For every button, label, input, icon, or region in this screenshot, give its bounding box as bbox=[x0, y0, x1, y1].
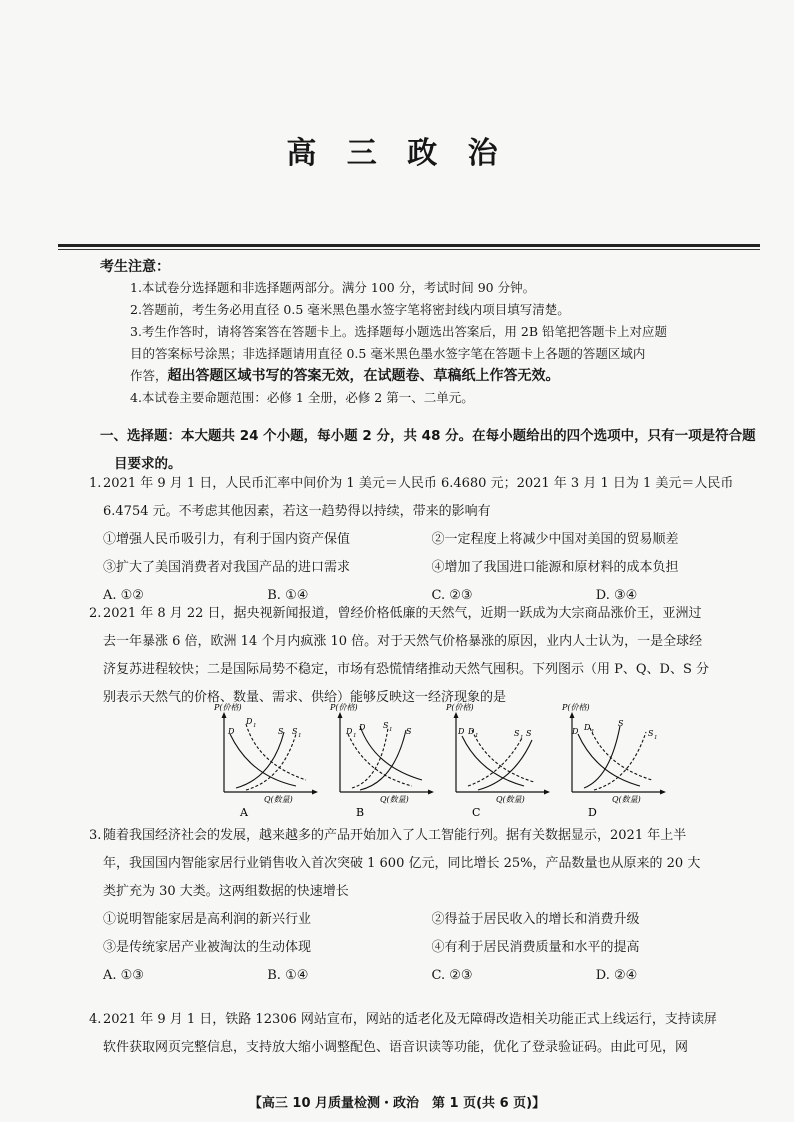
statement-grid bbox=[103, 906, 760, 962]
demand-shift-label: D bbox=[584, 723, 591, 732]
supply-label: S bbox=[406, 727, 412, 736]
demand-label: D bbox=[228, 727, 235, 736]
subscript: 1 bbox=[475, 733, 479, 739]
option-b: B. ①④ bbox=[267, 588, 309, 603]
question-number: 2. bbox=[89, 606, 102, 621]
subscript: 1 bbox=[353, 733, 357, 739]
notice-item: 2.答题前，考生务必用直径 0.5 毫米黑色墨水签字笔将密封线内项目填写清楚。 bbox=[130, 302, 570, 317]
notice-emphasis: 超出答题区域书写的答案无效，在试题卷、草稿纸上作答无效。 bbox=[167, 368, 560, 384]
statement-grid bbox=[103, 526, 760, 582]
graph-b bbox=[326, 700, 436, 822]
y-axis-label: P(价格) bbox=[562, 703, 590, 712]
statement: ②一定程度上将减少中国对美国的贸易顺差 bbox=[431, 532, 679, 547]
supply-shift-label: S bbox=[648, 729, 654, 738]
option-c: C. ②③ bbox=[431, 968, 473, 983]
question-number: 1. bbox=[89, 476, 102, 491]
subscript: 1 bbox=[298, 733, 302, 739]
graph-label: C bbox=[472, 806, 481, 819]
demand-shift-label: D bbox=[468, 727, 475, 736]
notice-item: 4.本试卷主要命题范围：必修 1 全册，必修 2 第一、二单元。 bbox=[130, 390, 474, 405]
graph-c bbox=[442, 700, 552, 822]
statement: ④增加了我国进口能源和原材料的成本负担 bbox=[431, 560, 679, 575]
x-axis-label: Q(数量) bbox=[380, 795, 409, 804]
demand-label: D bbox=[572, 727, 579, 736]
y-axis-label: P(价格) bbox=[214, 703, 242, 712]
header-rule bbox=[58, 244, 760, 247]
section-heading-line: 一、选择题：本大题共 24 个小题，每小题 2 分，共 48 分。在每小题给出的四个选项中，只有一项是符合题 bbox=[100, 428, 756, 444]
question-stem-line: 6.4754 元。不考虑其他因素，若这一趋势得以持续，带来的影响有 bbox=[103, 504, 491, 519]
x-axis-label: Q(数量) bbox=[612, 795, 641, 804]
statement: ③是传统家居产业被淘汰的生动体现 bbox=[103, 940, 312, 955]
supply-shift-label: S bbox=[383, 721, 389, 730]
question-3 bbox=[89, 822, 760, 990]
statement: ④有利于居民消费质量和水平的提高 bbox=[431, 940, 640, 955]
y-axis-label: P(价格) bbox=[330, 703, 358, 712]
option-d: D. ③④ bbox=[595, 588, 638, 603]
question-stem-line: 随着我国经济社会的发展，越来越多的产品开始加入了人工智能行列。据有关数据显示，2021 年上半 bbox=[103, 828, 687, 843]
question-stem-line: 类扩充为 30 大类。这两组数据的快速增长 bbox=[103, 884, 349, 899]
statement: ③扩大了美国消费者对我国产品的进口需求 bbox=[103, 560, 351, 575]
supply-label: S bbox=[618, 719, 624, 728]
option-b: B. ①④ bbox=[267, 968, 309, 983]
statement: ②得益于居民收入的增长和消费升级 bbox=[431, 912, 640, 927]
notice-item: 目的答案标号涂黑；非选择题请用直径 0.5 毫米黑色墨水签字笔在答题卡上各题的答题区域内 bbox=[130, 346, 646, 361]
supply-label: S bbox=[278, 727, 284, 736]
subscript: 1 bbox=[253, 723, 257, 729]
option-a: A. ①② bbox=[103, 588, 144, 603]
question-number: 4. bbox=[89, 1012, 102, 1027]
question-4 bbox=[89, 1006, 760, 1062]
notice-heading: 考生注意： bbox=[100, 259, 170, 275]
option-a: A. ①③ bbox=[103, 968, 144, 983]
question-number: 3. bbox=[89, 828, 102, 843]
subscript: 1 bbox=[591, 729, 595, 735]
supply-label: S bbox=[526, 729, 532, 738]
page-title: 高 三 政 治 bbox=[286, 136, 508, 171]
statement: ①说明智能家居是高利润的新兴行业 bbox=[103, 912, 312, 927]
answer-options bbox=[103, 962, 760, 990]
notice-item: 3.考生作答时，请将答案答在答题卡上。选择题每小题选出答案后，用 2B 铅笔把答题卡上对应题 bbox=[130, 324, 668, 339]
question-stem-line: 2021 年 9 月 1 日，铁路 12306 网站宣布，网站的适老化及无障碍改造相关功能正式上线运行，支持读屏 bbox=[103, 1012, 717, 1027]
option-c: C. ②③ bbox=[431, 588, 473, 603]
section-heading-line: 目要求的。 bbox=[114, 456, 182, 472]
demand-label: D bbox=[346, 727, 353, 736]
demand-shift-label: D bbox=[246, 717, 253, 726]
notice-item-text: 作答， bbox=[130, 368, 168, 383]
supply-shift-label: S bbox=[292, 727, 298, 736]
x-axis-label: Q(数量) bbox=[264, 795, 293, 804]
question-2 bbox=[89, 600, 760, 712]
graph-label: B bbox=[356, 806, 365, 819]
graph-label: A bbox=[240, 806, 248, 819]
graph-label: D bbox=[588, 806, 597, 819]
question-stem-line: 去一年暴涨 6 倍，欧洲 14 个月内疯涨 10 倍。对于天然气价格暴涨的原因，业内人士认为，一是全球经 bbox=[103, 634, 703, 649]
graph-a bbox=[210, 700, 320, 822]
graph-d bbox=[558, 700, 668, 822]
demand-shift-label: D bbox=[359, 723, 366, 732]
supply-shift-label: S bbox=[514, 729, 520, 738]
page-footer: 【高三 10 月质量检测・政治 第 1 页(共 6 页)】 bbox=[248, 1096, 546, 1111]
notice-item: 1.本试卷分选择题和非选择题两部分。满分 100 分，考试时间 90 分钟。 bbox=[130, 280, 536, 295]
subscript: 1 bbox=[654, 735, 658, 741]
statement: ①增强人民币吸引力，有利于国内资产保值 bbox=[103, 532, 351, 547]
question-stem-line: 济复苏进程较快；二是国际局势不稳定，市场有恐慌情绪推动天然气囤积。下列图示（用 P、Q、D、S 分 bbox=[103, 662, 709, 677]
question-stem-line: 别表示天然气的价格、数量、需求、供给）能够反映这一经济现象的是 bbox=[103, 690, 507, 705]
notice-list bbox=[130, 277, 760, 409]
subscript: 1 bbox=[520, 735, 524, 741]
question-stem-line: 年，我国国内智能家居行业销售收入首次突破 1 600 亿元，同比增长 25%，产品数量也从原来的 20 大 bbox=[103, 856, 701, 871]
y-axis-label: P(价格) bbox=[446, 703, 474, 712]
subscript: 1 bbox=[389, 727, 393, 733]
question-stem-line: 软件获取网页完整信息，支持放大缩小调整配色、语音识读等功能，优化了登录验证码。由此可见，网 bbox=[103, 1040, 689, 1055]
header-rule-thin bbox=[58, 249, 760, 250]
supply-demand-graphs bbox=[210, 700, 660, 822]
question-stem-line: 2021 年 9 月 1 日，人民币汇率中间价为 1 美元＝人民币 6.4680 元；2021 年 3 月 1 日为 1 美元＝人民币 bbox=[103, 476, 734, 491]
notice-item bbox=[130, 365, 760, 387]
demand-label: D bbox=[458, 727, 465, 736]
x-axis-label: Q(数量) bbox=[496, 795, 525, 804]
question-1 bbox=[89, 470, 760, 610]
question-stem-line: 2021 年 8 月 22 日，据央视新闻报道，曾经价格低廉的天然气，近期一跃成为大宗商品涨价王，亚洲过 bbox=[103, 606, 702, 621]
option-d: D. ②④ bbox=[595, 968, 638, 983]
